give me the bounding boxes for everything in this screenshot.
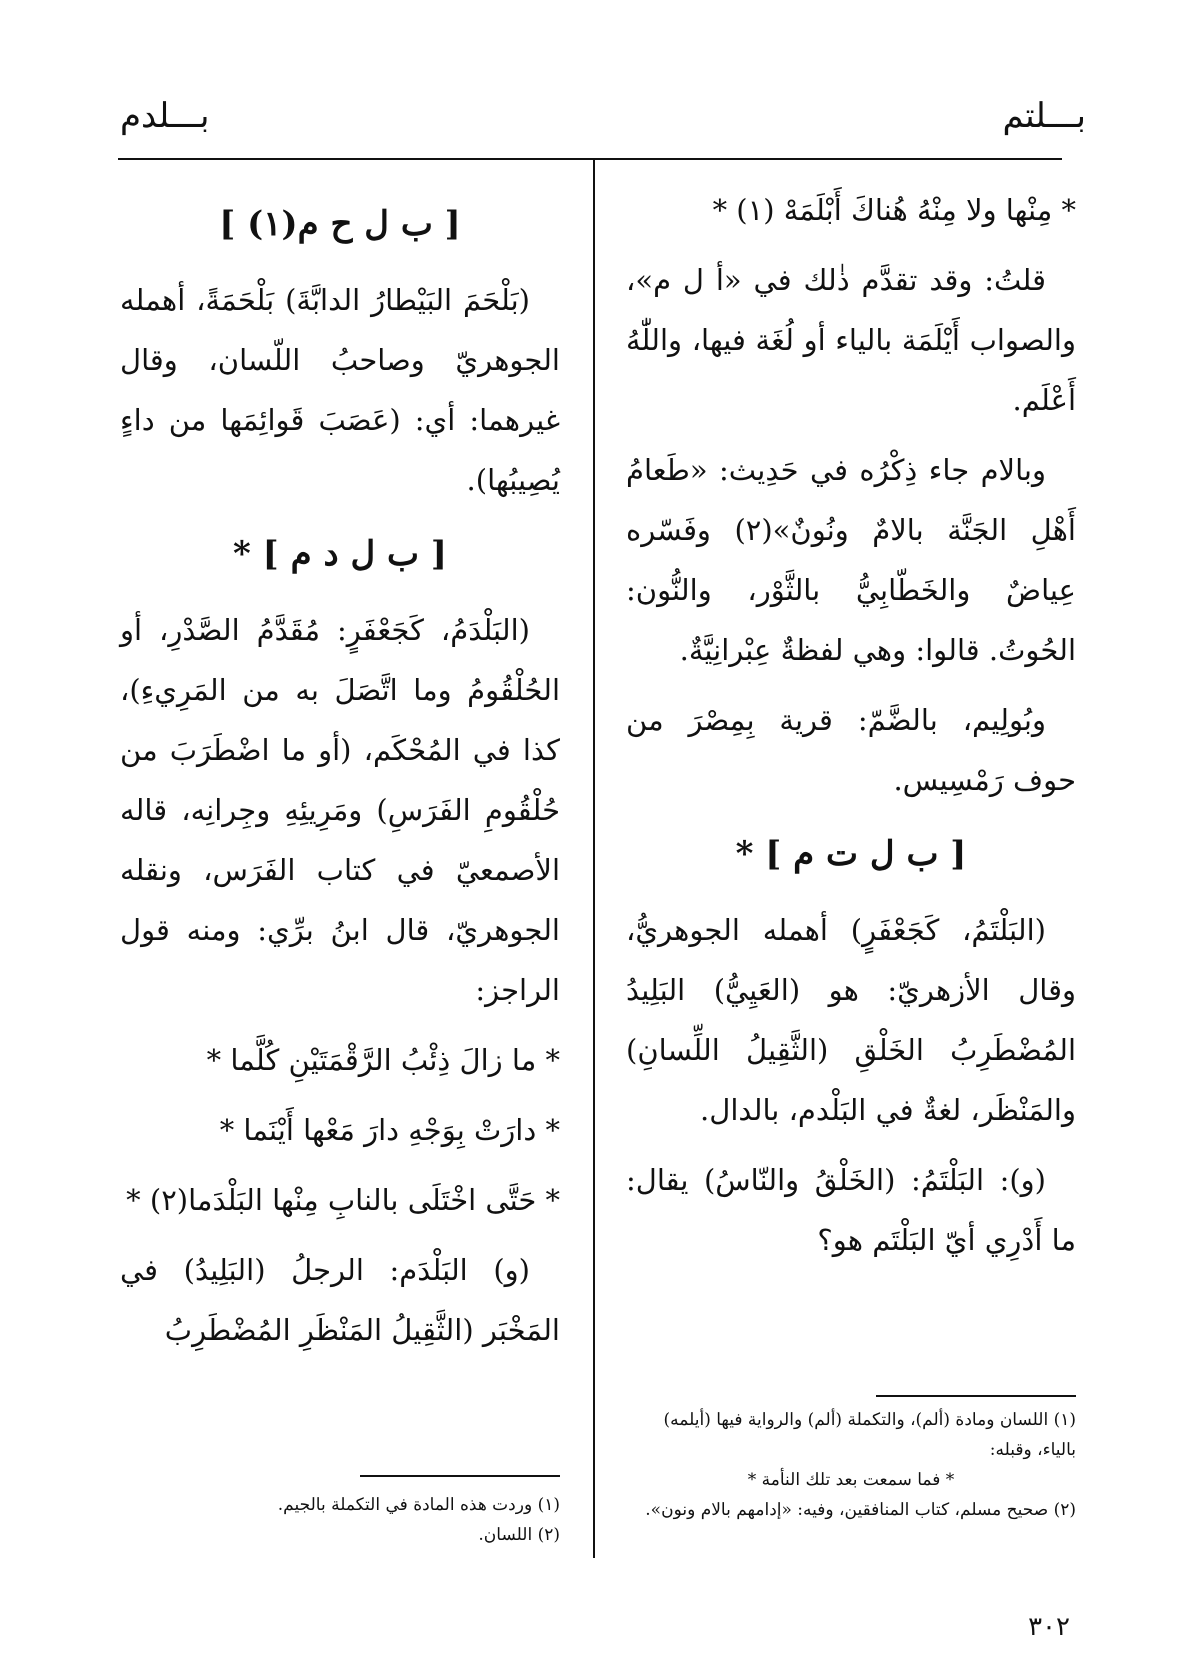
running-header-right: بـــلتم — [1002, 96, 1086, 136]
footnotes-left — [120, 1490, 560, 1550]
entry-heading: [ ب ل ح م(١) ] — [219, 204, 461, 244]
paragraph: (و): البَلْتَمُ: (الخَلْقُ والنّاسُ) يقال: ما أَدْرِي أيّ البَلْتَم هو؟ — [626, 1163, 1076, 1257]
paragraph: وبُولِيم، بالضَّمّ: قرية بِمِصْرَ من حوف رَمْسِيس. — [626, 703, 1076, 797]
footnote: (٢) صحيح مسلم، كتاب المنافقين، وفيه: «إدامهم بالام ونون». — [645, 1500, 1076, 1520]
verse-line: * ما زالَ ذِئْبُ الرَّقْمَتَيْنِ كُلَّما * — [206, 1043, 560, 1077]
paragraph: وبالام جاء ذِكْرُه في حَدِيث: «طَعامُ أَهْلِ الجَنَّة بالامٌ ونُونٌ»(٢) وفَسّره عِياضٌ والخَطّابِيُّ بالثَّوْر، والنُّون: الحُوتُ. قالوا: وهي لفظةٌ عِبْرانِيَّةٌ. — [626, 453, 1076, 667]
page-number: ٣٠٢ — [1028, 1612, 1070, 1642]
footnote: (٢) اللسان. — [478, 1525, 560, 1545]
footnote: (١) وردت هذه المادة في التكملة بالجيم. — [277, 1495, 560, 1515]
paragraph: (البَلْدَمُ، كَجَعْفَرٍ: مُقَدَّمُ الصَّدْرِ، أو الحُلْقُومُ وما اتَّصَلَ به من المَرِيءِ)، كذا في المُحْكَم، (أو ما اضْطَرَبَ من حُلْقُومِ الفَرَسِ) ومَرِيئِهِ وجِرانِه، قاله الأصمعيّ في كتاب الفَرَس، ونقله الجوهريّ، قال ابنُ برِّي: ومنه قول الراجز: — [120, 613, 560, 1007]
footnote-verse: * فما سمعت بعد تلك النأمة * — [747, 1470, 955, 1490]
paragraph: (و) البَلْدَم: الرجلُ (البَلِيدُ) في المَخْبَر (الثَّقِيلُ المَنْظَرِ المُضْطَرِبُ — [120, 1253, 560, 1347]
footnote: (١) اللسان ومادة (ألم)، والتكملة (ألم) والرواية فيها (أيلمه) بالياء، وقبله: — [663, 1410, 1076, 1460]
footnotes-right — [626, 1405, 1076, 1525]
column-divider — [593, 158, 595, 1558]
paragraph: قلتُ: وقد تقدَّم ذٰلك في «أ ل م»، والصواب أَيْلَمَة بالياء أو لُغَة فيها، واللّٰهُ أَعْلَم. — [626, 263, 1076, 417]
paragraph: (البَلْتَمُ، كَجَعْفَرٍ) أهمله الجوهريُّ، وقال الأزهريّ: هو (العَيِيُّ) البَلِيدُ المُضْطَرِبُ الخَلْقِ (الثَّقِيلُ اللِّسانِ) والمَنْظَر، لغةٌ في البَلْدم، بالدال. — [626, 913, 1076, 1127]
footnote-rule — [360, 1475, 560, 1477]
left-column — [120, 180, 560, 1370]
footnote-rule — [876, 1395, 1076, 1397]
entry-heading: [ ب ل د م ] * — [233, 534, 447, 574]
verse-line: * دارَتْ بِوَجْهِ دارَ مَعْها أَيْنَما * — [219, 1113, 560, 1147]
right-column — [626, 180, 1076, 1280]
verse-line: * حَتَّى اخْتَلَى بالنابِ مِنْها البَلْدَما(٢) * — [126, 1183, 560, 1217]
paragraph: (بَلْحَمَ البَيْطارُ الدابَّةَ) بَلْحَمَةً، أهمله الجوهريّ وصاحبُ اللّسان، وقال غيرهما: أي: (عَصَبَ قَوائِمَها من داءٍ يُصِيبُها). — [120, 283, 560, 497]
verse-line: * مِنْها ولا مِنْهُ هُناكَ أَبْلَمَهْ (١) * — [712, 193, 1076, 227]
running-header-left: بـــلدم — [120, 96, 210, 136]
entry-heading: [ ب ل ت م ] * — [735, 834, 967, 874]
header-rule — [118, 158, 1062, 160]
